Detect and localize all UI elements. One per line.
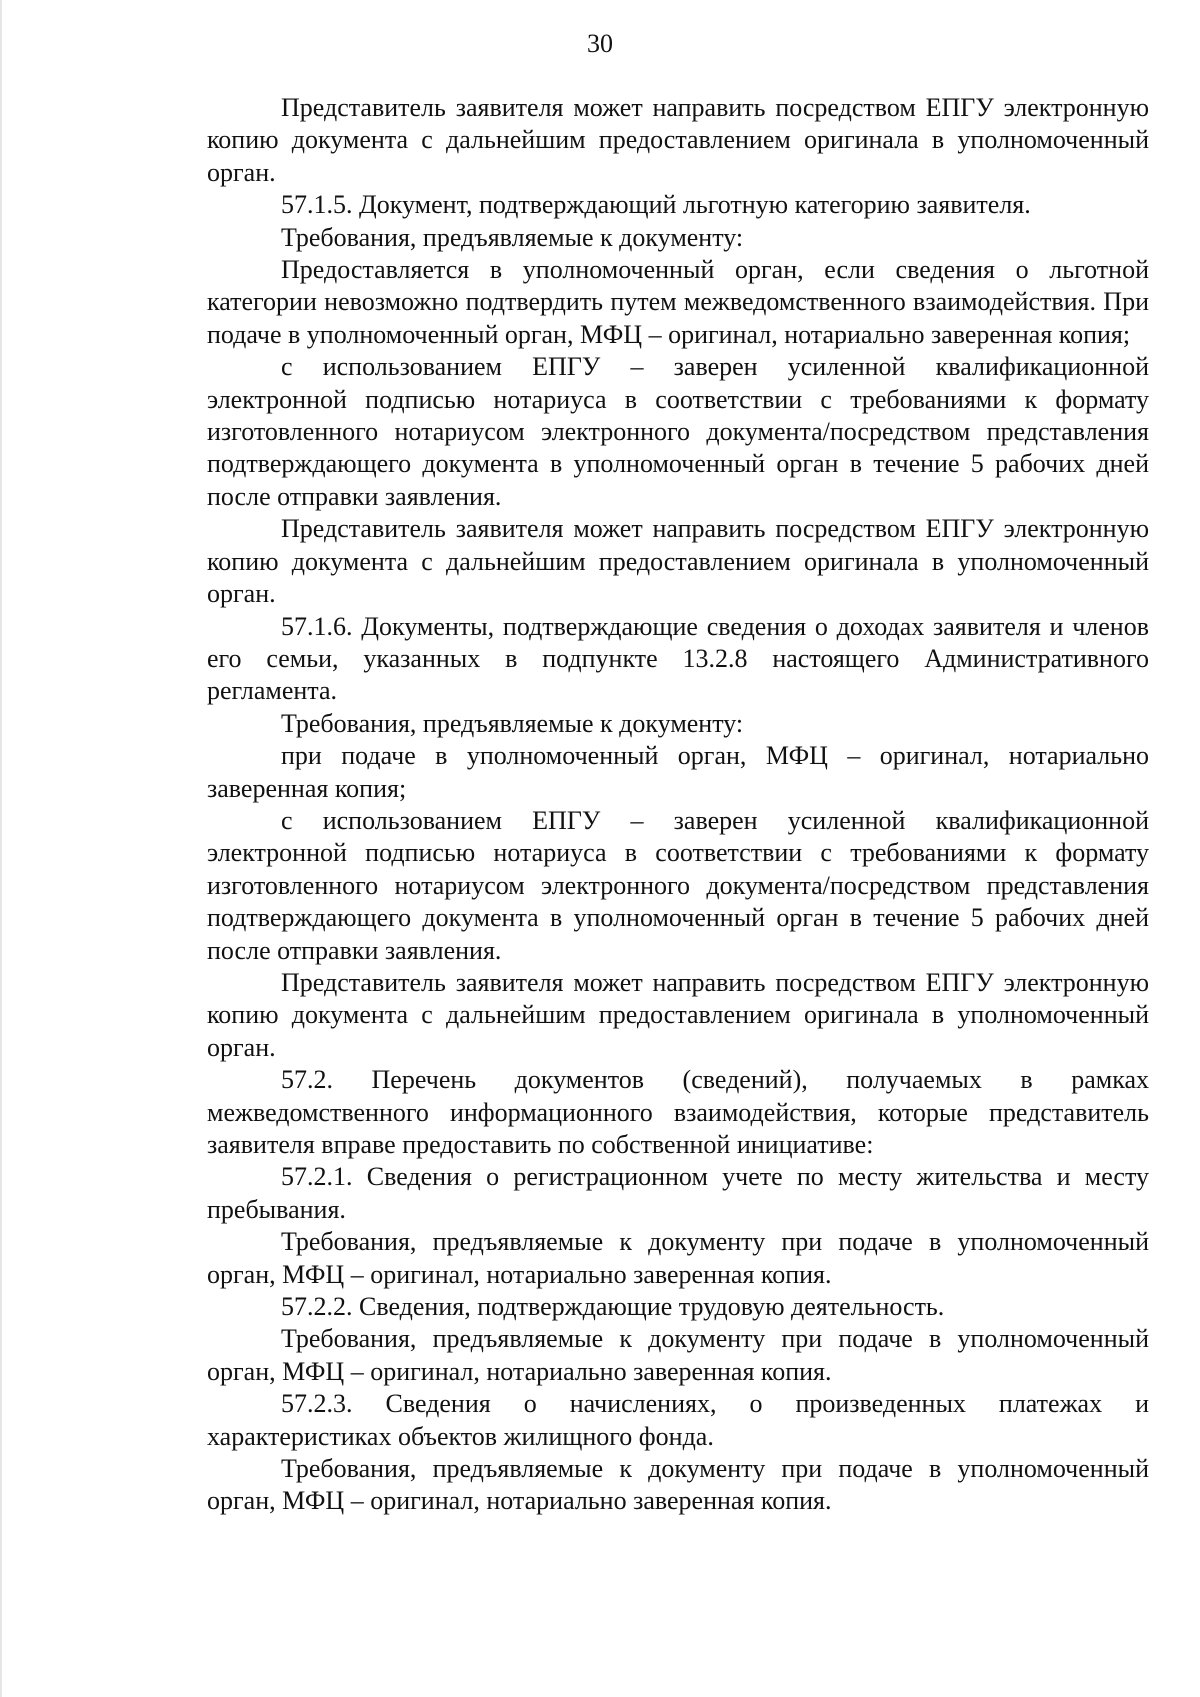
paragraph: Требования, предъявляемые к документу: xyxy=(281,708,744,738)
paragraph: 57.2.1. Сведения о регистрационном учете по месту жительства и месту пребывания. xyxy=(207,1162,1149,1224)
paragraph: при подаче в уполномоченный орган, МФЦ – оригинал, нотариально заверенная копия; xyxy=(207,741,1149,803)
paragraph: 57.2.2. Сведения, подтверждающие трудовую деятельность. xyxy=(281,1292,945,1322)
paragraph: Требования, предъявляемые к документу при подаче в уполномоченный орган, МФЦ – оригинал, нотариально заверенная копия. xyxy=(207,1324,1149,1386)
paragraph: 57.2. Перечень документов (сведений), получаемых в рамках межведомственного информационного взаимодействия, которые представитель заявителя вправе предоставить по собственной инициативе: xyxy=(207,1065,1149,1159)
paragraph: Представитель заявителя может направить посредством ЕПГУ электронную копию документа с дальнейшим предоставлением оригинала в уполномоченный орган. xyxy=(207,514,1149,609)
paragraph: Представитель заявителя может направить посредством ЕПГУ электронную копию документа с дальнейшим предоставлением оригинала в уполномоченный орган. xyxy=(207,93,1149,187)
paragraph: 57.1.5. Документ, подтверждающий льготную категорию заявителя. xyxy=(281,190,1031,220)
paragraph: 57.1.6. Документы, подтверждающие сведения о доходах заявителя и членов его семьи, указанных в подпункте 13.2.8 настоящего Административного регламента. xyxy=(207,611,1149,706)
paragraph: Представитель заявителя может направить посредством ЕПГУ электронную копию документа с дальнейшим предоставлением оригинала в уполномоченный орган. xyxy=(207,967,1149,1062)
paragraph: Требования, предъявляемые к документу: xyxy=(281,222,744,252)
scan-edge-line xyxy=(0,0,2,1697)
page-number: 30 xyxy=(587,29,613,58)
paragraph: Требования, предъявляемые к документу при подаче в уполномоченный орган, МФЦ – оригинал, нотариально заверенная копия. xyxy=(207,1454,1149,1516)
paragraph: с использованием ЕПГУ – заверен усиленной квалификационной электронной подписью нотариуса в соответствии с требованиями к формату изготовленного нотариусом электронного документа/посредством представления подтверждающего документа в уполномоченный орган в течение 5 рабочих дней после отправки заявления. xyxy=(207,805,1149,965)
paragraph: с использованием ЕПГУ – заверен усиленной квалификационной электронной подписью нотариуса в соответствии с требованиями к формату изготовленного нотариусом электронного документа/посредством представления подтверждающего документа в уполномоченный орган в течение 5 рабочих дней после отправки заявления. xyxy=(207,352,1149,511)
paragraph: 57.2.3. Сведения о начислениях, о произведенных платежах и характеристиках объектов жилищного фонда. xyxy=(207,1389,1149,1451)
document-body xyxy=(207,92,1149,1518)
paragraph: Предоставляется в уполномоченный орган, если сведения о льготной категории невозможно подтвердить путем межведомственного взаимодействия. При подаче в уполномоченный орган, МФЦ – оригинал, нотариально заверенная копия; xyxy=(207,255,1149,349)
paragraph: Требования, предъявляемые к документу при подаче в уполномоченный орган, МФЦ – оригинал, нотариально заверенная копия. xyxy=(207,1227,1149,1289)
